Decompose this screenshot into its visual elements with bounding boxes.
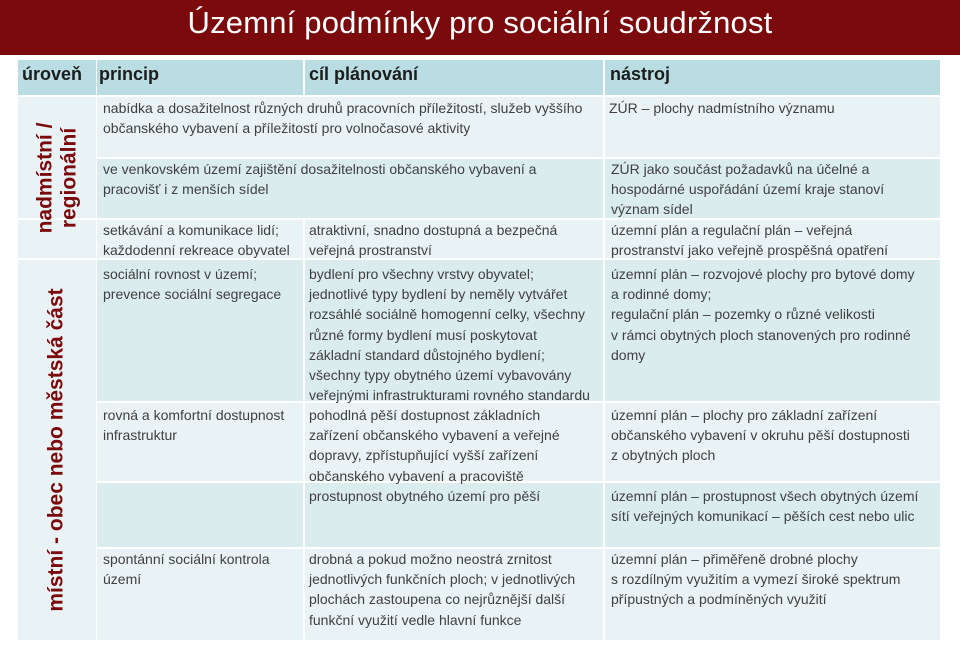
row6-tool-line: územní plán – přiměřeně drobné plochy bbox=[611, 551, 858, 567]
row5-tool-a-line: územní plán – plochy pro základní zařízení bbox=[611, 407, 878, 423]
row5-tool-a-line: občanského vybavení v okruhu pěší dostupnosti bbox=[611, 427, 910, 444]
row4-goal-line: rozsáhlé sociálně homogenní celky, všechny bbox=[309, 306, 586, 323]
row5-goal-a-line: dopravy, zpřístupňující vyšší zařízení bbox=[309, 447, 539, 464]
row4-tool-line: územní plán – rozvojové plochy pro bytové domy bbox=[611, 266, 915, 282]
row5-goal-a-line: pohodlná pěší dostupnost základních bbox=[309, 407, 541, 423]
row4-tool-line: a rodinné domy; bbox=[611, 286, 712, 303]
row5-tool-a bbox=[605, 405, 910, 466]
row3-tool bbox=[605, 220, 888, 260]
row3-goal bbox=[305, 220, 557, 260]
row3-tool-line: prostranství jako veřejně prospěšná opatření bbox=[611, 242, 889, 259]
row4-tool-line: v rámci obytných ploch stanovených pro rodinné bbox=[611, 326, 911, 343]
row3-principle-line: setkávání a komunikace lidí; bbox=[103, 222, 279, 238]
row5-tool-b bbox=[605, 486, 918, 526]
row6-tool-line: s rozdílným využitím a vymezí široké spektrum bbox=[611, 571, 901, 588]
row1-principle bbox=[97, 98, 582, 138]
row4-principle-line: prevence sociální segregace bbox=[103, 286, 282, 303]
row6-goal-line: jednotlivých funkčních ploch; v jednotlivých bbox=[309, 571, 576, 588]
row6-tool-line: přípustných a podmíněných využití bbox=[611, 591, 827, 608]
row2-tool-line: význam sídel bbox=[611, 201, 693, 218]
row4-goal-line: bydlení pro všechny vrstvy obyvatel; bbox=[309, 266, 534, 282]
row5-goal-a-line: občanského vybavení a pracoviště bbox=[309, 467, 524, 484]
row4-goal-line: jednotlivé typy bydlení by neměly vytvářet bbox=[309, 286, 568, 303]
row6-goal-line: funkční využití vedle hlavní funkce bbox=[309, 611, 522, 628]
header-goal: cíl plánování bbox=[305, 60, 603, 95]
row3-principle-line: každodenní rekreace obyvatel bbox=[103, 242, 290, 259]
row5-tool-b-line: územní plán – prostupnost všech obytných území bbox=[611, 488, 919, 504]
row3-tool-line: územní plán a regulační plán – veřejná bbox=[611, 222, 853, 238]
row5-goal-a-line: zařízení občanského vybavení a veřejné bbox=[309, 427, 560, 444]
row5-tool-a-line: z obytných ploch bbox=[611, 447, 716, 464]
row6-goal bbox=[305, 549, 575, 630]
row1-principle-line: občanského vybavení a příležitostí pro volnočasové aktivity bbox=[103, 120, 471, 137]
row5-goal-a bbox=[305, 405, 560, 486]
row3-goal-line: atraktivní, snadno dostupná a bezpečná bbox=[309, 222, 558, 238]
header-principle: princip bbox=[97, 60, 303, 95]
row2-tool-line: ZÚR jako součást požadavků na účelné a bbox=[611, 161, 870, 177]
row5-principle bbox=[97, 405, 284, 445]
row2-tool bbox=[605, 159, 884, 220]
row5-goal-b-line: prostupnost obytného území pro pěší bbox=[309, 488, 541, 504]
row4-goal-line: základní standard důstojného bydlení; bbox=[309, 346, 545, 363]
row4-principle bbox=[97, 264, 281, 304]
row1-tool bbox=[605, 98, 835, 118]
row2-principle-line: ve venkovském území zajištění dosažitelnosti občanského vybavení a bbox=[103, 161, 537, 177]
row6-principle-line: spontánní sociální kontrola bbox=[103, 551, 270, 567]
row4-tool bbox=[605, 264, 915, 365]
row4-tool-line: regulační plán – pozemky o různé velikosti bbox=[611, 306, 875, 323]
row6-goal-line: plochách zastoupena co nejrůznější další bbox=[309, 591, 566, 608]
row4-principle-line: sociální rovnost v území; bbox=[103, 266, 258, 282]
row2-principle bbox=[97, 159, 536, 199]
row2-principle-line: pracovišť i z menších sídel bbox=[103, 181, 269, 198]
row6-goal-line: drobná a pokud možno neostrá zrnitost bbox=[309, 551, 552, 567]
row4-tool-line: domy bbox=[611, 346, 646, 363]
row5-principle-line: infrastruktur bbox=[103, 427, 177, 444]
row6-principle-line: území bbox=[103, 571, 142, 588]
row4-goal-line: různé formy bydlení musí poskytovat bbox=[309, 326, 537, 343]
row5-principle-line: rovná a komfortní dostupnost bbox=[103, 407, 285, 423]
row6-tool bbox=[605, 549, 900, 610]
row5-tool-b-line: sítí veřejných komunikací – pěších cest nebo ulic bbox=[611, 508, 915, 525]
level-label-local: místní - obec nebo městská část bbox=[45, 288, 68, 612]
row1-tool-line: ZÚR – plochy nadmístního významu bbox=[609, 100, 835, 116]
header-tool: nástroj bbox=[605, 60, 940, 95]
row2-tool-line: hospodárné uspořádání území kraje stanoví bbox=[611, 181, 885, 198]
row3-goal-line: veřejná prostranství bbox=[309, 242, 432, 259]
level-label-regional-line2: regionální bbox=[57, 127, 81, 228]
row5-goal-b bbox=[305, 486, 540, 506]
row4-goal-line: veřejnými infrastrukturami rovného standardu bbox=[309, 387, 590, 404]
level-label-regional bbox=[18, 97, 96, 258]
level-label-regional-line1: nadmístní / bbox=[33, 122, 57, 233]
page-title: Územní podmínky pro sociální soudržnost bbox=[187, 5, 773, 40]
row1-principle-line: nabídka a dosažitelnost různých druhů pracovních příležitostí, služeb vyššího bbox=[103, 100, 583, 116]
row3-principle bbox=[97, 220, 290, 260]
header-level: úroveň bbox=[18, 60, 96, 95]
row4-goal-line: všechny typy obytného území vybavovány bbox=[309, 367, 572, 384]
row4-goal bbox=[305, 264, 590, 405]
row6-principle bbox=[97, 549, 270, 589]
